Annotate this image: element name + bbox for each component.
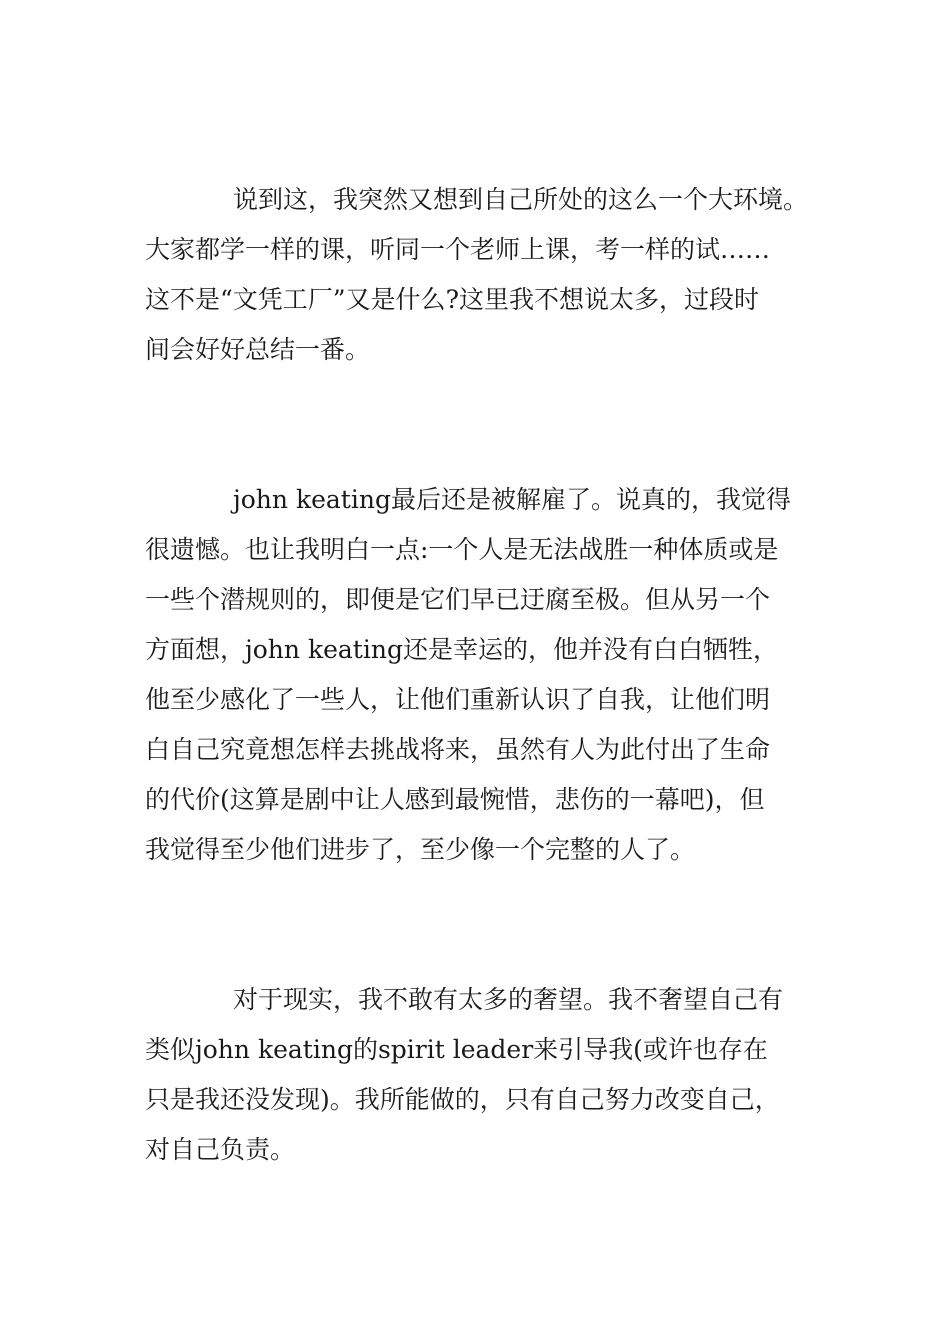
- paragraph-line: 说到这，我突然又想到自己所处的这么一个大环境。: [233, 185, 809, 214]
- paragraph-2: [145, 475, 810, 875]
- paragraph-1: [145, 175, 810, 375]
- paragraph-line: 对自己负责。: [145, 1135, 296, 1164]
- paragraph-line: 这不是“文凭工厂”又是什么?这里我不想说太多，过段时: [145, 285, 759, 314]
- paragraph-line: 方面想，john keating还是幸运的，他并没有白白牺牲，: [145, 635, 778, 664]
- paragraph-line: 类似john keating的spirit leader来引导我(或许也存在: [145, 1035, 768, 1064]
- paragraph-3: [145, 975, 810, 1175]
- paragraph-line: 我觉得至少他们进步了，至少像一个完整的人了。: [145, 835, 696, 864]
- paragraph-line: 他至少感化了一些人，让他们重新认识了自我，让他们明: [145, 685, 771, 714]
- paragraph-line: 的代价(这算是剧中让人感到最惋惜，悲伤的一幕吧)，但: [145, 785, 765, 814]
- paragraph-line: 白自己究竟想怎样去挑战将来，虽然有人为此付出了生命: [145, 735, 771, 764]
- paragraph-line: john keating最后还是被解雇了。说真的，我觉得: [233, 485, 791, 514]
- paragraph-line: 间会好好总结一番。: [145, 335, 371, 364]
- paragraph-line: 只是我还没发现)。我所能做的，只有自己努力改变自己，: [145, 1085, 780, 1114]
- paragraph-line: 对于现实，我不敢有太多的奢望。我不奢望自己有: [233, 985, 784, 1014]
- paragraph-line: 很遗憾。也让我明白一点:一个人是无法战胜一种体质或是: [145, 535, 779, 564]
- paragraph-line: 一些个潜规则的，即便是它们早已迂腐至极。但从另一个: [145, 585, 771, 614]
- paragraph-line: 大家都学一样的课，听同一个老师上课，考一样的试……: [145, 235, 771, 264]
